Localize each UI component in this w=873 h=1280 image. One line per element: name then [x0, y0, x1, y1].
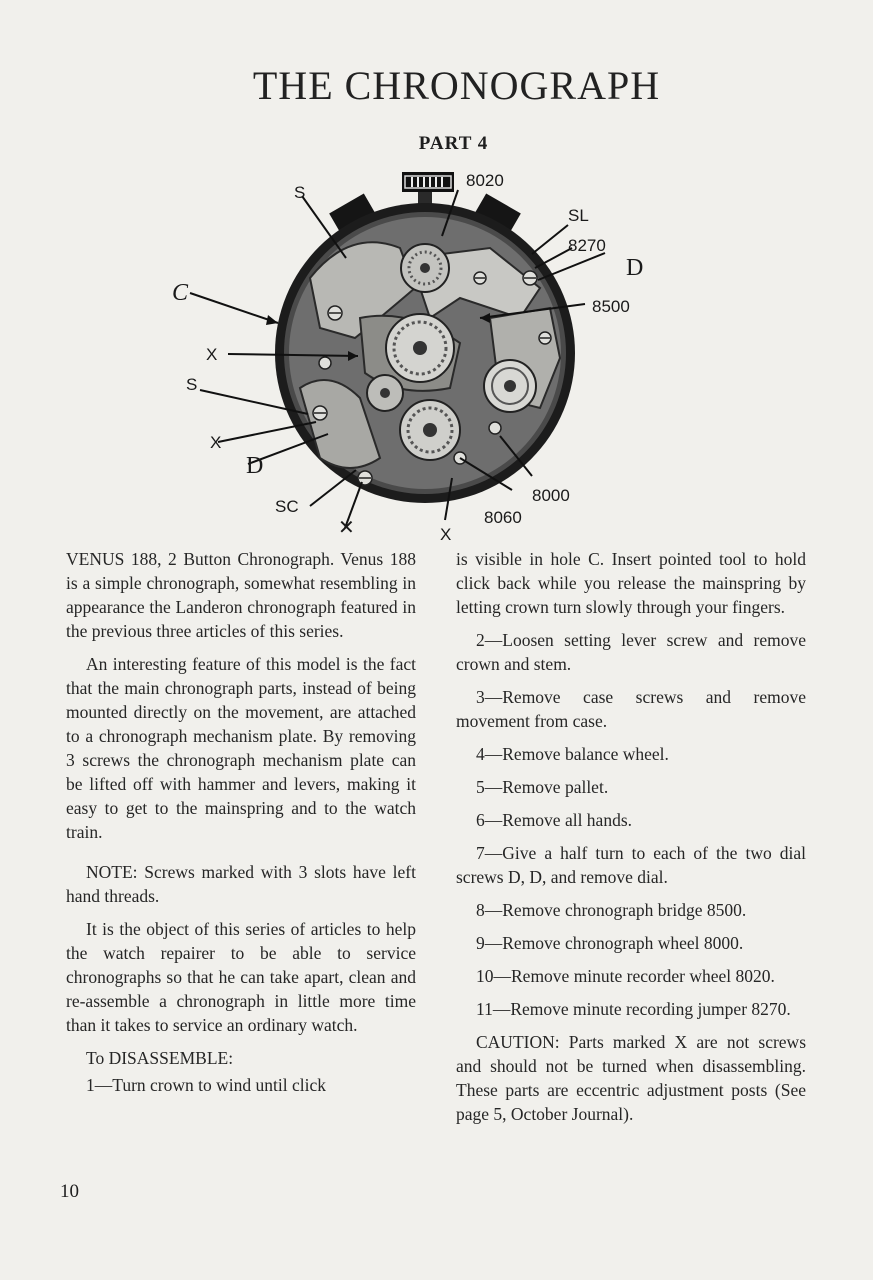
step-2: 2—Loosen setting lever screw and remove crown and stem.	[456, 630, 806, 674]
step-4: 4—Remove balance wheel.	[476, 744, 669, 764]
cross-mark-icon: ✕	[338, 517, 355, 539]
step-8: 8—Remove chronograph bridge 8500.	[476, 900, 747, 920]
label-sc: SC	[275, 497, 299, 516]
step-3: 3—Remove case screws and remove movement from case.	[456, 687, 806, 731]
paragraph-object: It is the object of this series of articles to help the watch repairer to be able to service chronographs so that he can take apart, clean and re-assemble a chronograph in little more time than it takes to service an ordinary watch.	[66, 919, 416, 1035]
heading-disassemble: To DISASSEMBLE:	[86, 1048, 234, 1068]
label-d-left: D	[246, 453, 264, 479]
caution-note: CAUTION: Parts marked X are not screws and should not be turned when disassembling. These parts are eccentric adjustment posts (See page 5, October Journal).	[456, 1032, 806, 1124]
page-subtitle: PART 4	[418, 133, 489, 154]
label-c: C	[172, 280, 189, 306]
step-9: 9—Remove chronograph wheel 8000.	[476, 933, 744, 953]
step-11: 11—Remove minute recording jumper 8270.	[476, 999, 791, 1019]
step-7: 7—Give a half turn to each of the two dial screws D, D, and remove dial.	[456, 843, 806, 887]
label-sl: SL	[568, 206, 589, 225]
label-d-right: D	[626, 255, 644, 281]
crown-icon	[402, 172, 454, 192]
page-number: 10	[60, 1181, 79, 1202]
right-column	[456, 547, 806, 1135]
paragraph-note: NOTE: Screws marked with 3 slots have left hand threads.	[66, 862, 416, 906]
label-8270: 8270	[568, 236, 606, 255]
label-x-1: X	[206, 345, 218, 364]
label-8020: 8020	[466, 171, 504, 190]
step-1: 1—Turn crown to wind until click	[86, 1075, 326, 1095]
paragraph-feature: An interesting feature of this model is the fact that the main chronograph parts, instead of being mounted directly on the movement, are attached to a chronograph mechanism plate. By removing 3 screws the chronograph mechanism plate can be lifted off with hammer and levers, making it easy to get to the mainspring and to the watch train.	[66, 654, 416, 842]
label-x-2: X	[210, 433, 222, 452]
gear-icon	[386, 314, 454, 382]
label-8500: 8500	[592, 297, 630, 316]
step-10: 10—Remove minute recorder wheel 8020.	[476, 966, 775, 986]
step-5: 5—Remove pallet.	[476, 777, 609, 797]
paragraph-intro: VENUS 188, 2 Button Chronograph. Venus 188 is a simple chronograph, somewhat resembling in appearance the Landeron chronograph featured in the previous three articles of this series.	[66, 549, 416, 641]
label-s-left: S	[186, 375, 198, 394]
step-1-continued: is visible in hole C. Insert pointed tool to hold click back while you release the mainspring by letting crown turn slowly through your fingers.	[456, 549, 806, 617]
label-8060: 8060	[484, 508, 522, 527]
step-6: 6—Remove all hands.	[476, 810, 633, 830]
label-8000: 8000	[532, 486, 570, 505]
label-x-3: X	[440, 525, 452, 544]
label-s-top: S	[294, 183, 306, 202]
page-title: THE CHRONOGRAPH	[252, 63, 661, 108]
left-column	[66, 547, 416, 1106]
chronograph-movement-diagram	[160, 168, 660, 548]
